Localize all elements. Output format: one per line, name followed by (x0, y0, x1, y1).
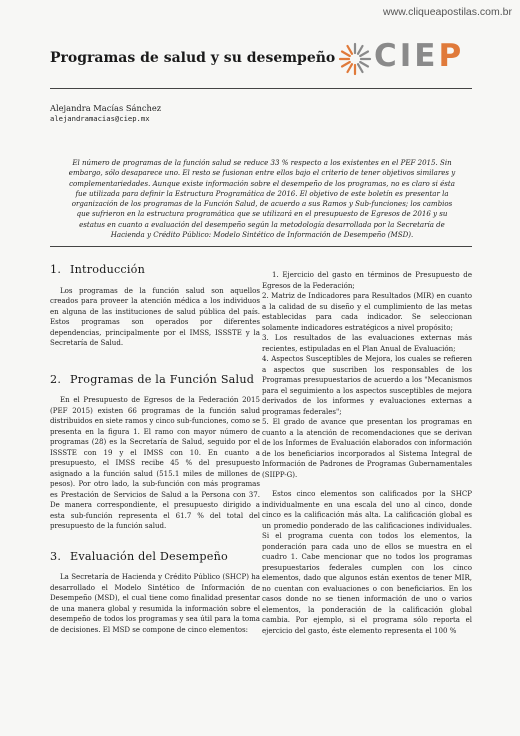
left-column (50, 265, 260, 635)
msd-elements-list (262, 270, 472, 480)
list-item: 3. Los resultados de las evaluaciones externas más recientes, estipuladas en el Plan Anual de Evaluación; (262, 333, 472, 353)
abstract-divider (50, 246, 472, 247)
abstract: El número de programas de la función salud se reduce 33 % respecto a los existentes en el PEF 2015. Sin embargo, sólo desaparece uno. El resto se fusionan entre ellos bajo el criterio de tener objetivos similares y complementariedades. Aunque existe información sobre el desempeño de los programas, no es claro si ésta fue utilizada para definir la Estructura Programática de 2016. El objetivo de este boletín es presentar la organización de los programas de la Función Salud, de acuerdo a sus Ramos y Sub-funciones; los cambios que sufrieron en la estructura programática que se utilizará en el presupuesto de Egresos de 2016 y su estatus en cuanto a evaluación del desempeño según la metodología desarrollada por la Secretaría de Hacienda y Crédito Público: Modelo Sintético de Información de Desempeño (MSD). (68, 158, 456, 240)
page-title: Programas de salud y su desempeño (50, 50, 336, 66)
list-item: 2. Matriz de Indicadores para Resultados (MIR) en cuanto a la calidad de su diseño y el cumplimiento de las metas establecidas para cada indicador. Se seleccionan solamente indicadores estratégicos a nivel propósito; (262, 291, 472, 332)
right-column (262, 270, 472, 636)
header-divider (50, 88, 472, 89)
author-name: Alejandra Macías Sánchez (50, 103, 162, 113)
section-heading: 2. Programas de la Función Salud (50, 372, 255, 386)
ciep-logo (338, 38, 488, 76)
section-paragraph: En el Presupuesto de Egresos de la Federación 2015 (PEF 2015) existen 66 programas de la función salud distribuidos en siete ramos y cinco sub-funciones, como se presenta en la figura 1. El ramo con mayor número de programas (28) es la Secretaría de Salud, seguido por el ISSSTE con 19 y el IMSS con 10. En cuanto a presupuesto, el IMSS recibe 45 % del presupuesto asignado a la función salud (515.1 miles de millones de pesos). Por otro lado, la sub-función con más programas es Prestación de Servicios de Salud a la Persona con 37. De manera correspondiente, el presupuesto dirigido a esta sub-función representa el 61.7 % del total del presupuesto de la función salud. (50, 395, 260, 530)
list-item: 5. El grado de avance que presentan los programas en cuanto a la atención de recomendaciones que se derivan de los Informes de Evaluación elaborados con información de los beneficiarios incorporados al Sistema Integral de Información de Padrones de Programas Gubernamentales (SIIPP-G). (262, 417, 472, 479)
section-heading: 3. Evaluación del Desempeño (50, 549, 228, 563)
author-email: alejandramacias@ciep.mx (50, 114, 150, 123)
list-item: 4. Aspectos Susceptibles de Mejora, los cuales se refieren a aspectos que suscriben los responsables de los Programas presupuestarios de acuerdo a los "Mecanismos para el seguimiento a los aspectos susceptibles de mejora derivados de los informes y evaluaciones externas a programas federales"; (262, 354, 472, 416)
sunburst-logo-icon (338, 42, 372, 76)
section-paragraph: Los programas de la función salud son aquellos creados para proveer la atención médica a los individuos en alguna de las instituciones de salud pública del país. Estos programas son operados por diferentes dependencias, principalmente por el IMSS, ISSSTE y la Secretaría de Salud. (50, 285, 260, 347)
list-item: 1. Ejercicio del gasto en términos de Presupuesto de Egresos de la Federación; (262, 270, 472, 290)
section-heading: 1. Introducción (50, 263, 146, 276)
section-paragraph: La Secretaría de Hacienda y Crédito Público (SHCP) ha desarrollado el Modelo Sintético de Información de Desempeño (MSD), el cual tiene como finalidad presentar de una manera global y resumida la información sobre el desempeño de todos los programas y sea útil para la toma de decisiones. El MSD se compone de cinco elementos: (50, 572, 260, 634)
section-paragraph: Estos cinco elementos son calificados por la SHCP individualmente en una escala del uno al cinco, donde cinco es la calificación más alta. La calificación global es un promedio ponderado de las calificaciones individuales. Si el programa cuenta con todos los elementos, la ponderación para cada uno de ellos se muestra en el cuadro 1. Cabe mencionar que no todos los programas presupuestarios federales cumplen con los cinco elementos, dado que algunos están exentos de tener MIR, no cuentan con evaluaciones o con beneficiarios. En los casos donde no se tienen información de uno o varios elementos, la ponderación de la calificación global cambia. Por ejemplo, si el programa sólo reporta el ejercicio del gasto, éste elemento representa el 100 % (262, 489, 472, 635)
watermark-url: www.cliqueapostilas.com.br (383, 6, 512, 18)
logo-wordmark: CIEP (374, 38, 465, 74)
